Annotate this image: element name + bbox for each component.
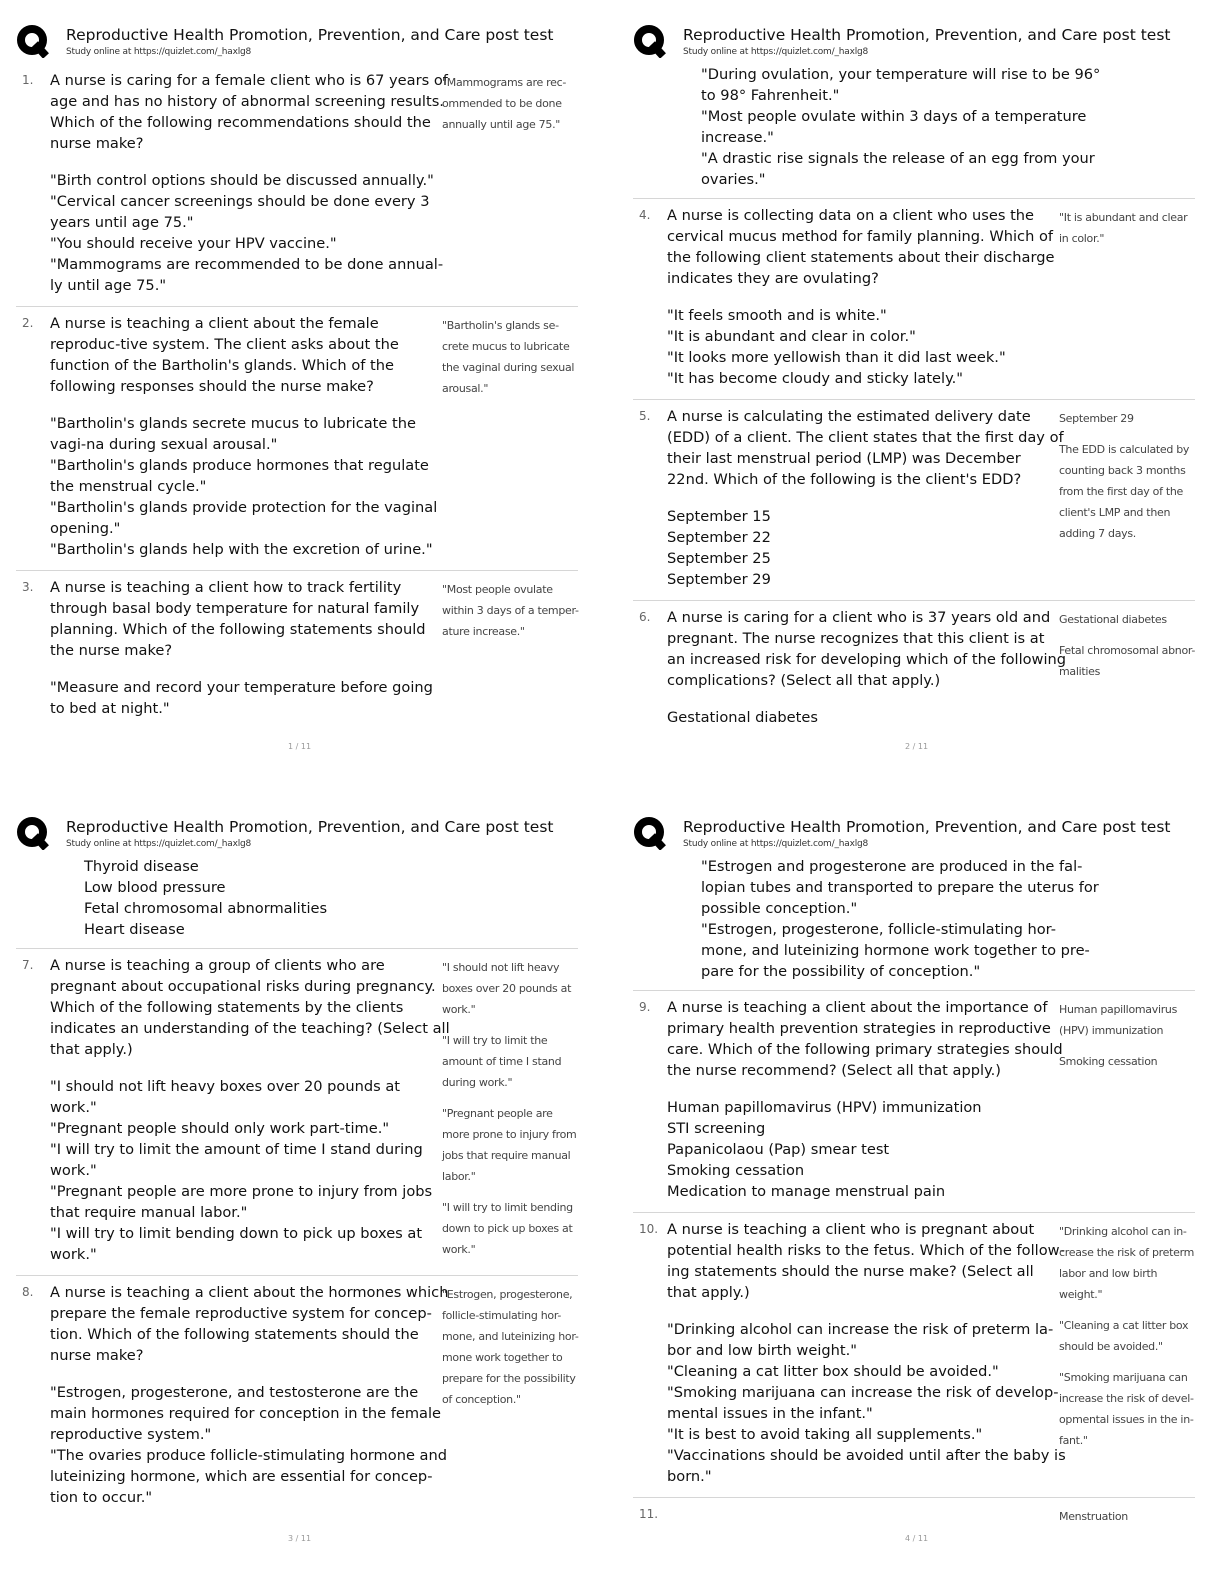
answer-options [50, 1076, 450, 1265]
option: "Bartholin's glands secrete mucus to lubricate the vagi-na during sexual arousal." [50, 415, 416, 453]
question-10 [633, 1212, 1195, 1497]
question-stem: A nurse is caring for a client who is 37 years old and pregnant. The nurse recognizes that this client is at an increased risk for developing which of the following complications? (Select all that apply.) [667, 609, 1067, 689]
page-1 [16, 18, 596, 778]
study-online-link[interactable]: Study online at https://quizlet.com/_haxlg8 [66, 47, 252, 57]
question-number: 10. [639, 1222, 659, 1236]
option: "Measure and record your temperature before going to bed at night." [50, 679, 433, 717]
page-number: 4 / 11 [905, 1534, 929, 1543]
answer-text: September 29 [1059, 412, 1134, 425]
answer-text: Menstruation [1059, 1510, 1128, 1523]
question-number: 8. [22, 1285, 34, 1299]
correct-answer [442, 315, 580, 409]
option: September 15 [667, 508, 771, 525]
document-title: Reproductive Health Promotion, Prevention, and Care post test [683, 818, 1171, 836]
document-title: Reproductive Health Promotion, Prevention, and Care post test [66, 26, 554, 44]
option: "It has become cloudy and sticky lately." [667, 370, 963, 387]
answer-text: "I will try to limit the amount of time I stand during work." [442, 1034, 562, 1089]
option: September 29 [667, 571, 771, 588]
page-content [16, 64, 578, 729]
quizlet-logo-icon [633, 24, 667, 58]
option: "Cleaning a cat litter box should be avoided." [667, 1363, 999, 1380]
correct-answer [442, 72, 580, 145]
page-header [16, 814, 596, 852]
page-number: 2 / 11 [905, 742, 929, 751]
option: Human papillomavirus (HPV) immunization [667, 1099, 982, 1116]
option: "It feels smooth and is white." [667, 307, 887, 324]
answer-text: "Cleaning a cat litter box should be avoided." [1059, 1319, 1189, 1353]
answer-options [667, 305, 1067, 389]
answer-options [667, 1319, 1067, 1487]
answer-text: "I will try to limit bending down to pick up boxes at work." [442, 1201, 573, 1256]
option: "Most people ovulate within 3 days of a temperature increase." [701, 108, 1087, 146]
correct-answer [1059, 207, 1197, 259]
answer-text: Gestational diabetes [1059, 613, 1167, 626]
page-4 [633, 810, 1213, 1570]
option: "Bartholin's glands help with the excretion of urine." [50, 541, 433, 558]
answer-text: Fetal chromosomal abnor-malities [1059, 644, 1196, 678]
answer-options [667, 1097, 1067, 1202]
page-content [16, 856, 578, 1518]
continued-options [667, 64, 1101, 190]
option: "Pregnant people should only work part-time." [50, 1120, 390, 1137]
answer-text: "Smoking marijuana can increase the risk of devel-opmental issues in the in-fant." [1059, 1371, 1194, 1447]
option: "Drinking alcohol can increase the risk of preterm la-bor and low birth weight." [667, 1321, 1054, 1359]
option: "Mammograms are recommended to be done annual-ly until age 75." [50, 256, 444, 294]
page-content [633, 856, 1195, 1523]
question-number: 5. [639, 409, 651, 423]
option: "I will try to limit the amount of time I stand during work." [50, 1141, 423, 1179]
question-stem: A nurse is teaching a client about the hormones which prepare the female reproductive system for concep-tion. Which of the following statements should the nurse make? [50, 1284, 449, 1364]
answer-text: "Estrogen, progesterone, follicle-stimulating hor-mone, and luteinizing hor-mone work together to prepare for the possibility of conception." [442, 1288, 579, 1406]
option: Low blood pressure [84, 879, 226, 896]
option: "I will try to limit bending down to pick up boxes at work." [50, 1225, 423, 1263]
correct-answer [1059, 1506, 1197, 1537]
question-5 [633, 399, 1195, 600]
question-11 [633, 1497, 1195, 1523]
option: "I should not lift heavy boxes over 20 pounds at work." [50, 1078, 401, 1116]
answer-rationale: The EDD is calculated by counting back 3 months from the first day of the client's LMP and then adding 7 days. [1059, 443, 1190, 540]
question-8 [16, 1275, 578, 1518]
question-stem: A nurse is teaching a client who is pregnant about potential health risks to the fetus. Which of the follow-ing statements should the nurse make? (Select all that apply.) [667, 1221, 1065, 1301]
answer-options [667, 506, 1067, 590]
question-number: 11. [639, 1507, 659, 1521]
answer-text: "Drinking alcohol can in-crease the risk of preterm labor and low birth weight." [1059, 1225, 1195, 1301]
quizlet-logo-icon [16, 24, 50, 58]
option: "During ovulation, your temperature will rise to be 96° to 98° Fahrenheit." [701, 66, 1101, 104]
page-content [633, 64, 1195, 738]
option: Medication to manage menstrual pain [667, 1183, 946, 1200]
option: "Estrogen, progesterone, follicle-stimulating hor-mone, and luteinizing hormone work together to pre-pare for the possibility of conception." [701, 921, 1090, 980]
option: Fetal chromosomal abnormalities [84, 900, 328, 917]
option: September 22 [667, 529, 771, 546]
option: "Estrogen, progesterone, and testosterone are the main hormones required for conception in the female reproductive system." [50, 1384, 442, 1443]
document-title: Reproductive Health Promotion, Prevention, and Care post test [66, 818, 554, 836]
option: "A drastic rise signals the release of an egg from your ovaries." [701, 150, 1095, 188]
continued-options [50, 856, 484, 940]
answer-options [50, 170, 450, 296]
page-3 [16, 810, 596, 1570]
option: Papanicolaou (Pap) smear test [667, 1141, 890, 1158]
option: "Vaccinations should be avoided until after the baby is born." [667, 1447, 1066, 1485]
question-stem: A nurse is teaching a client about the importance of primary health prevention strategies in reproductive care. Which of the following primary strategies should the nurse recommend? (Select all that apply.) [667, 999, 1063, 1079]
question-stem: A nurse is teaching a client how to track fertility through basal body temperature for natural family planning. Which of the following statements should the nurse make? [50, 579, 426, 659]
answer-options [50, 413, 450, 560]
answer-text: "Pregnant people are more prone to injury from jobs that require manual labor." [442, 1107, 577, 1183]
question-4 [633, 198, 1195, 399]
option: "Birth control options should be discussed annually." [50, 172, 434, 189]
question-number: 6. [639, 610, 651, 624]
option: "Cervical cancer screenings should be done every 3 years until age 75." [50, 193, 430, 231]
document-title: Reproductive Health Promotion, Prevention, and Care post test [683, 26, 1171, 44]
continued-options [667, 856, 1101, 982]
answer-options [667, 707, 1067, 728]
question-9 [633, 990, 1195, 1212]
correct-answer [442, 957, 580, 1270]
question-stem: A nurse is calculating the estimated delivery date (EDD) of a client. The client states that the first day of their last menstrual period (LMP) was December 22nd. Which of the following is the client's EDD? [667, 408, 1064, 488]
correct-answer [1059, 609, 1197, 692]
page-header [633, 22, 1213, 60]
option: September 25 [667, 550, 771, 567]
page-number: 1 / 11 [288, 742, 312, 751]
answer-text: Smoking cessation [1059, 1055, 1158, 1068]
option: "The ovaries produce follicle-stimulating hormone and luteinizing hormone, which are essential for concep-tion to occur." [50, 1447, 448, 1506]
option: "It looks more yellowish than it did last week." [667, 349, 1006, 366]
option: Gestational diabetes [667, 709, 818, 726]
option: "Bartholin's glands provide protection for the vaginal opening." [50, 499, 438, 537]
option: "Estrogen and progesterone are produced in the fal-lopian tubes and transported to prepare the uterus for possible conception." [701, 858, 1099, 917]
question-number: 4. [639, 208, 651, 222]
question-7 [16, 948, 578, 1275]
option: STI screening [667, 1120, 766, 1137]
correct-answer [1059, 999, 1197, 1082]
question-number: 3. [22, 580, 34, 594]
answer-text: "Bartholin's glands se-crete mucus to lubricate the vaginal during sexual arousal." [442, 319, 575, 395]
page-header [16, 22, 596, 60]
question-stem: A nurse is teaching a group of clients who are pregnant about occupational risks during pregnancy. Which of the following statements by the clients indicates an understanding of the teaching? (Select all that apply.) [50, 957, 450, 1058]
option: Heart disease [84, 921, 185, 938]
quizlet-logo-icon [16, 816, 50, 850]
answer-options [50, 677, 450, 719]
answer-text: "Most people ovulate within 3 days of a temper-ature increase." [442, 583, 579, 638]
answer-text: "I should not lift heavy boxes over 20 pounds at work." [442, 961, 572, 1016]
option: Thyroid disease [84, 858, 199, 875]
option: Smoking cessation [667, 1162, 805, 1179]
question-number: 1. [22, 73, 34, 87]
option: "Smoking marijuana can increase the risk of develop-mental issues in the infant." [667, 1384, 1059, 1422]
option: "It is abundant and clear in color." [667, 328, 916, 345]
study-online-link[interactable]: Study online at https://quizlet.com/_haxlg8 [683, 839, 869, 849]
question-stem: A nurse is caring for a female client who is 67 years of age and has no history of abnormal screening results. Which of the following recommendations should the nurse make? [50, 72, 448, 152]
correct-answer [1059, 408, 1197, 554]
quizlet-logo-icon [633, 816, 667, 850]
correct-answer [442, 579, 580, 652]
correct-answer [1059, 1221, 1197, 1461]
study-online-link[interactable]: Study online at https://quizlet.com/_haxlg8 [66, 839, 252, 849]
question-number: 9. [639, 1000, 651, 1014]
question-6 [633, 600, 1195, 738]
question-1 [16, 64, 578, 306]
answer-options [50, 1382, 450, 1508]
question-number: 7. [22, 958, 34, 972]
study-online-link[interactable]: Study online at https://quizlet.com/_haxlg8 [683, 47, 869, 57]
question-number: 2. [22, 316, 34, 330]
page-header [633, 814, 1213, 852]
option: "You should receive your HPV vaccine." [50, 235, 337, 252]
answer-text: "It is abundant and clear in color." [1059, 211, 1188, 245]
answer-text: Human papillomavirus (HPV) immunization [1059, 1003, 1178, 1037]
question-3 [16, 570, 578, 729]
option: "Pregnant people are more prone to injury from jobs that require manual labor." [50, 1183, 433, 1221]
question-stem: A nurse is collecting data on a client who uses the cervical mucus method for family planning. Which of the following client statements about their discharge indicates they are ovulating? [667, 207, 1055, 287]
correct-answer [442, 1284, 580, 1420]
page-number: 3 / 11 [288, 1534, 312, 1543]
question-2 [16, 306, 578, 570]
option: "It is best to avoid taking all supplements." [667, 1426, 983, 1443]
answer-text: "Mammograms are rec-ommended to be done annually until age 75." [442, 76, 566, 131]
page-2 [633, 18, 1213, 778]
question-stem: A nurse is teaching a client about the female reproduc-tive system. The client asks about the function of the Bartholin's glands. Which of the following responses should the nurse make? [50, 315, 399, 395]
option: "Bartholin's glands produce hormones that regulate the menstrual cycle." [50, 457, 429, 495]
